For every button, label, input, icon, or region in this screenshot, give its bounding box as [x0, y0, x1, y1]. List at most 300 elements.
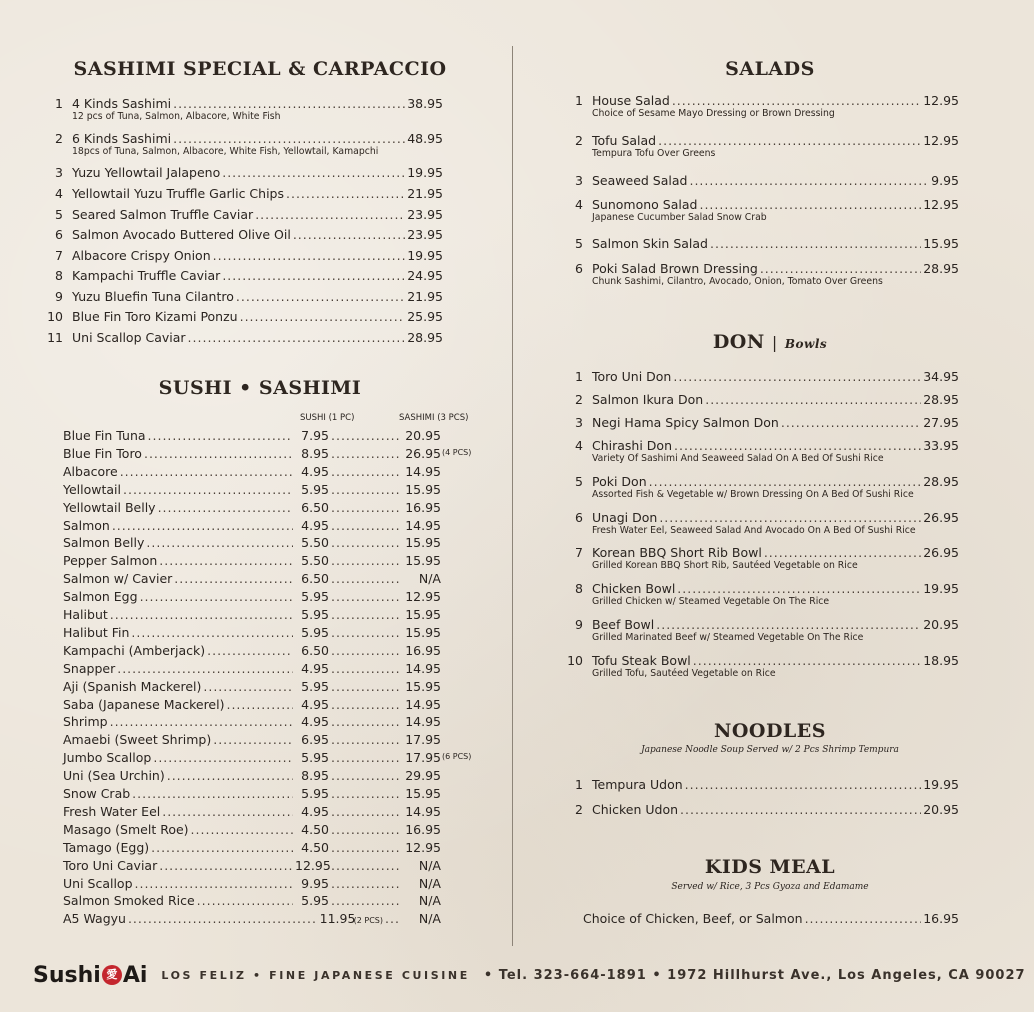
item-name: Yellowtail Belly: [63, 499, 156, 515]
leader-dots: [255, 207, 405, 222]
leader-dots: [699, 197, 921, 212]
item-description: Grilled Korean BBQ Short Rib, Sautéed Vegetable on Rice: [592, 560, 858, 571]
sashimi-price: 14.95: [405, 696, 441, 712]
leader-dots: [331, 428, 399, 443]
item-name: Kampachi (Amberjack): [63, 642, 206, 658]
item-number: 7: [575, 545, 583, 560]
item-name: Halibut: [63, 607, 108, 622]
leader-dots: [764, 545, 921, 560]
leader-dots: [331, 822, 399, 837]
item-price: 25.95: [407, 309, 443, 324]
column-header-sushi: SUSHI (1 PC): [300, 413, 355, 423]
item-number: 8: [575, 581, 583, 596]
item-description: Japanese Cucumber Salad Snow Crab: [592, 212, 767, 223]
item-price: 21.95: [407, 186, 443, 201]
leader-dots: [331, 446, 399, 461]
item-name: Tofu Steak Bowl: [592, 653, 691, 668]
item-price: 34.95: [923, 369, 959, 384]
item-number: 10: [567, 653, 583, 668]
leader-dots: [120, 464, 293, 479]
sashimi-price: 16.95: [405, 499, 441, 515]
sashimi-price: 14.95: [405, 714, 441, 730]
kids-subtitle: Served w/ Rice, 3 Pcs Gyoza and Edamame: [671, 882, 869, 892]
sushi-row: [63, 911, 441, 926]
item-number: 3: [575, 415, 583, 430]
leader-dots: [110, 714, 293, 729]
leader-dots: [159, 858, 293, 873]
sushi-price: 6.50: [301, 499, 329, 515]
sushi-price: 4.50: [301, 821, 329, 837]
item-name: Uni (Sea Urchin): [63, 768, 165, 784]
sashimi-price: 12.95: [405, 589, 441, 605]
menu-item-row: [565, 173, 959, 188]
item-description: Grilled Marinated Beef w/ Steamed Vegetable On The Rice: [592, 632, 864, 643]
leader-dots: [117, 661, 293, 676]
sushi-price: 4.95: [301, 660, 329, 676]
sushi-price: 12.95: [295, 857, 331, 873]
sashimi-price: 17.95: [405, 750, 441, 766]
sushi-row: [63, 535, 441, 550]
leader-dots: [677, 581, 921, 596]
sushi-row: [63, 750, 441, 765]
item-name: House Salad: [592, 93, 670, 108]
sushi-row: [63, 607, 441, 622]
item-name: Amaebi (Sweet Shrimp): [63, 732, 212, 748]
item-price: 19.95: [407, 165, 443, 180]
leader-dots: [805, 911, 922, 926]
sushi-row: [63, 446, 441, 461]
item-name: Snow Crab: [63, 786, 131, 801]
item-price: 23.95: [407, 207, 443, 222]
item-number: 5: [575, 474, 583, 489]
section-title-salads: SALADS: [725, 58, 815, 80]
item-number: 2: [575, 802, 583, 817]
item-name: Snapper: [63, 660, 116, 676]
sushi-row: [63, 500, 441, 515]
sushi-row: [63, 697, 441, 712]
item-price: 26.95: [923, 545, 959, 560]
leader-dots: [173, 131, 405, 146]
leader-dots: [331, 643, 399, 658]
menu-item-row: [45, 289, 443, 304]
sashimi-price: 15.95: [405, 481, 441, 497]
sushi-row: [63, 643, 441, 658]
sushi-price: 8.95: [301, 768, 329, 784]
menu-item-row: [45, 207, 443, 222]
item-name: Salmon Skin Salad: [592, 236, 708, 251]
leader-dots: [158, 500, 293, 515]
item-description: Tempura Tofu Over Greens: [592, 148, 716, 159]
menu-item-row: [565, 581, 959, 596]
section-title-kids-meal: KIDS MEAL: [704, 856, 836, 878]
sushi-row: [63, 840, 441, 855]
leader-dots: [162, 804, 293, 819]
leader-dots: [674, 438, 921, 453]
sushi-price: 5.95: [301, 589, 329, 605]
menu-item-row: [565, 415, 959, 430]
item-name: Jumbo Scallop: [63, 750, 152, 766]
leader-dots: [203, 679, 293, 694]
leader-dots: [331, 607, 399, 622]
sushi-row: [63, 553, 441, 568]
leader-dots: [286, 186, 405, 201]
item-price: 12.95: [923, 133, 959, 148]
item-description: Grilled Tofu, Sautéed Vegetable on Rice: [592, 668, 776, 679]
sushi-price: 5.95: [301, 624, 329, 640]
item-price: 48.95: [407, 131, 443, 146]
menu-item-row: [565, 133, 959, 148]
leader-dots: [331, 625, 399, 640]
sashimi-price: 15.95: [405, 553, 441, 569]
item-name: Korean BBQ Short Rib Bowl: [592, 545, 762, 560]
item-name: Toro Uni Caviar: [63, 857, 158, 873]
item-number: 3: [575, 173, 583, 188]
sushi-row: [63, 858, 441, 873]
item-number: 6: [55, 227, 63, 242]
leader-dots: [331, 786, 399, 801]
leader-dots: [128, 911, 318, 926]
menu-item-row: [45, 186, 443, 201]
leader-dots: [331, 679, 399, 694]
menu-item-row: [45, 131, 443, 146]
column-header-sashimi: SASHIMI (3 PCS): [399, 413, 469, 423]
sushi-price: 5.50: [301, 535, 329, 551]
sashimi-price: 15.95: [405, 535, 441, 551]
item-number: 3: [55, 165, 63, 180]
sashimi-price: N/A: [418, 571, 441, 587]
sushi-row: [63, 661, 441, 676]
item-number: 6: [575, 510, 583, 525]
column-divider: [512, 46, 513, 946]
leader-dots: [331, 697, 399, 712]
leader-dots: [693, 653, 921, 668]
item-description: Assorted Fish & Vegetable w/ Brown Dressing On A Bed Of Sushi Rice: [592, 489, 914, 500]
item-price: 28.95: [923, 392, 959, 407]
menu-item-row: [565, 93, 959, 108]
sushi-row: [63, 482, 441, 497]
sushi-price: 8.95: [301, 445, 329, 461]
item-name: Saba (Japanese Mackerel): [63, 696, 225, 712]
item-name: Yuzu Yellowtail Jalapeno: [72, 165, 221, 180]
item-number: 2: [575, 392, 583, 407]
item-price: 27.95: [923, 415, 959, 430]
sushi-price: 6.50: [301, 642, 329, 658]
sashimi-price: 15.95: [405, 678, 441, 694]
leader-dots: [135, 876, 293, 891]
item-name: Poki Salad Brown Dressing: [592, 261, 758, 276]
leader-dots: [331, 876, 399, 891]
menu-item-row: [565, 261, 959, 276]
menu-item-row: [565, 617, 959, 632]
item-name: Shrimp: [63, 714, 108, 730]
leader-dots: [760, 261, 921, 276]
leader-dots: [673, 369, 921, 384]
item-name: A5 Wagyu: [63, 911, 126, 927]
item-price: 20.95: [923, 617, 959, 632]
leader-dots: [123, 482, 293, 497]
item-name: Blue Fin Toro Kizami Ponzu: [72, 309, 238, 324]
item-name: Salmon: [63, 517, 110, 533]
sashimi-price: 16.95: [405, 642, 441, 658]
sushi-row: [63, 428, 441, 443]
item-name: Choice of Chicken, Beef, or Salmon: [583, 911, 803, 926]
sashimi-price: 14.95: [405, 660, 441, 676]
menu-item-row: [565, 474, 959, 489]
item-name: Unagi Don: [592, 510, 658, 525]
sushi-price: 6.95: [301, 732, 329, 748]
item-name: Salmon Egg: [63, 589, 138, 605]
item-name: Salmon Ikura Don: [592, 392, 704, 407]
section-title-noodles: NOODLES: [713, 720, 826, 742]
sushi-price: 5.50: [301, 553, 329, 569]
menu-item-row: [45, 165, 443, 180]
item-name: Salmon Belly: [63, 535, 145, 551]
section-title-sushi-sashimi: SUSHI • SASHIMI: [158, 377, 362, 399]
item-name: Fresh Water Eel: [63, 803, 161, 819]
item-price: 18.95: [923, 653, 959, 668]
title-separator: |: [771, 333, 778, 352]
leader-dots: [331, 661, 399, 676]
item-name: Seared Salmon Truffle Caviar: [72, 207, 254, 222]
leader-dots: [331, 518, 399, 533]
item-name: Poki Don: [592, 474, 647, 489]
don-subtitle: Bowls: [784, 337, 828, 351]
item-price: 24.95: [407, 268, 443, 283]
leader-dots: [131, 625, 293, 640]
item-name: Albacore: [63, 463, 118, 479]
leader-dots: [331, 893, 399, 908]
sashimi-price: 15.95: [405, 624, 441, 640]
leader-dots: [197, 893, 293, 908]
sushi-price: 5.95: [301, 678, 329, 694]
leader-dots: [167, 768, 293, 783]
sushi-price: 7.95: [301, 428, 329, 443]
leader-dots: [649, 474, 922, 489]
menu-item-row: [45, 96, 443, 111]
item-number: 9: [55, 289, 63, 304]
leader-dots: [240, 309, 406, 324]
leader-dots: [293, 227, 405, 242]
item-description: 12 pcs of Tuna, Salmon, Albacore, White Fish: [72, 111, 281, 122]
menu-item-row: [45, 268, 443, 283]
item-name: Sunomono Salad: [592, 197, 698, 212]
leader-dots: [659, 510, 921, 525]
sashimi-price: 14.95: [405, 463, 441, 479]
item-name: 4 Kinds Sashimi: [72, 96, 172, 111]
sushi-price: 4.50: [301, 839, 329, 855]
sashimi-price: N/A: [418, 857, 441, 873]
item-name: Beef Bowl: [592, 617, 655, 632]
leader-dots: [331, 482, 399, 497]
item-price: 19.95: [923, 777, 959, 792]
item-name: Uni Scallop Caviar: [72, 330, 186, 345]
item-price: 19.95: [923, 581, 959, 596]
menu-item-row: [565, 653, 959, 668]
leader-dots: [331, 535, 399, 550]
item-description: Fresh Water Eel, Seaweed Salad And Avocado On A Bed Of Sushi Rice: [592, 525, 916, 536]
sushi-row: [63, 876, 441, 891]
item-price: 9.95: [931, 173, 959, 188]
tagline: LOS FELIZ • FINE JAPANESE CUISINE: [161, 968, 470, 982]
menu-item-row: [565, 197, 959, 212]
menu-item-row: [565, 369, 959, 384]
item-number: 4: [575, 438, 583, 453]
sushi-row: [63, 589, 441, 604]
leader-dots: [331, 464, 399, 479]
sashimi-price: 15.95: [405, 607, 441, 622]
item-number: 1: [575, 777, 583, 792]
item-number: 2: [55, 131, 63, 146]
sashimi-price: 16.95: [405, 821, 441, 837]
item-number: 7: [55, 248, 63, 263]
leader-dots: [112, 518, 293, 533]
menu-item-row: [565, 392, 959, 407]
portion-note: (4 PCS): [442, 447, 472, 457]
leader-dots: [151, 840, 293, 855]
leader-dots: [685, 777, 922, 792]
leader-dots: [191, 822, 293, 837]
item-name: Chicken Udon: [592, 802, 679, 817]
leader-dots: [385, 911, 399, 926]
sushi-price: 4.95: [301, 803, 329, 819]
sushi-price: 5.95: [301, 750, 329, 766]
leader-dots: [689, 173, 929, 188]
menu-item-row: [45, 330, 443, 345]
logo-text-sushi: Sushi: [33, 962, 101, 988]
item-price: 15.95: [923, 236, 959, 251]
item-price: 23.95: [407, 227, 443, 242]
sushi-price: 5.95: [301, 786, 329, 801]
sushi-price: 5.95: [301, 893, 329, 909]
item-name: Pepper Salmon: [63, 553, 158, 569]
portion-note: (6 PCS): [442, 752, 472, 762]
leader-dots: [110, 607, 293, 622]
leader-dots: [153, 750, 293, 765]
leader-dots: [331, 500, 399, 515]
leader-dots: [148, 428, 293, 443]
item-name: Seaweed Salad: [592, 173, 688, 188]
sashimi-price: N/A: [418, 893, 441, 909]
leader-dots: [188, 330, 406, 345]
menu-item-row: [45, 309, 443, 324]
sushi-price: 11.95: [319, 911, 356, 927]
item-price: 28.95: [923, 474, 959, 489]
contact-info: • Tel. 323-664-1891 • 1972 Hillhurst Ave., Los Angeles, CA 90027: [483, 967, 1026, 983]
leader-dots: [213, 732, 293, 747]
item-price: 12.95: [923, 197, 959, 212]
leader-dots: [146, 535, 293, 550]
leader-dots: [174, 571, 293, 586]
leader-dots: [331, 858, 399, 873]
item-number: 4: [575, 197, 583, 212]
item-name: 6 Kinds Sashimi: [72, 131, 172, 146]
item-name: Yellowtail Yuzu Truffle Garlic Chips: [72, 186, 284, 201]
leader-dots: [331, 553, 399, 568]
item-number: 10: [47, 309, 63, 324]
leader-dots: [331, 750, 399, 765]
menu-item-row: [565, 777, 959, 792]
item-price: 20.95: [923, 802, 959, 817]
item-name: Tofu Salad: [592, 133, 657, 148]
item-number: 2: [575, 133, 583, 148]
item-price: 26.95: [923, 510, 959, 525]
sushi-row: [63, 625, 441, 640]
item-number: 1: [55, 96, 63, 111]
item-name: Chicken Bowl: [592, 581, 676, 596]
item-description: Chunk Sashimi, Cilantro, Avocado, Onion, Tomato Over Greens: [592, 276, 883, 287]
leader-dots: [705, 392, 921, 407]
item-price: 19.95: [407, 248, 443, 263]
leader-dots: [213, 248, 406, 263]
section-title-don: [620, 331, 920, 353]
item-description: Choice of Sesame Mayo Dressing or Brown Dressing: [592, 108, 835, 119]
sushi-row: [63, 571, 441, 586]
item-number: 5: [575, 236, 583, 251]
leader-dots: [656, 617, 921, 632]
leader-dots: [331, 571, 399, 586]
sushi-row: [63, 679, 441, 694]
sashimi-price: 20.95: [405, 428, 441, 443]
menu-item-row: [45, 248, 443, 263]
sushi-row: [63, 732, 441, 747]
leader-dots: [226, 697, 293, 712]
noodles-subtitle: Japanese Noodle Soup Served w/ 2 Pcs Shrimp Tempura: [641, 745, 899, 755]
sushi-row: [63, 893, 441, 908]
leader-dots: [236, 289, 405, 304]
menu-item-row: [45, 227, 443, 242]
sushi-row: [63, 518, 441, 533]
item-price: 33.95: [923, 438, 959, 453]
leader-dots: [132, 786, 293, 801]
sushi-price: 9.95: [301, 875, 329, 891]
item-name: Tamago (Egg): [63, 839, 150, 855]
leader-dots: [173, 96, 405, 111]
leader-dots: [331, 768, 399, 783]
item-description: Grilled Chicken w/ Steamed Vegetable On The Rice: [592, 596, 830, 607]
logo-text-ai: Ai: [122, 962, 148, 988]
sashimi-price: 12.95: [405, 839, 441, 855]
sushi-row: [63, 714, 441, 729]
item-number: 6: [575, 261, 583, 276]
leader-dots: [680, 802, 921, 817]
item-name: Tempura Udon: [592, 777, 683, 792]
logo-heart-icon: 愛: [102, 965, 122, 985]
item-price: 16.95: [923, 911, 959, 926]
leader-dots: [207, 643, 293, 658]
item-number: 4: [55, 186, 63, 201]
sushi-row: [63, 768, 441, 783]
leader-dots: [331, 732, 399, 747]
sushi-row: [63, 822, 441, 837]
item-name: Salmon w/ Cavier: [63, 571, 173, 587]
footer: [33, 960, 1026, 990]
leader-dots: [222, 268, 405, 283]
sashimi-price: N/A: [418, 911, 441, 927]
item-price: 28.95: [407, 330, 443, 345]
sushi-row: [63, 804, 441, 819]
item-price: 12.95: [923, 93, 959, 108]
item-name: Uni Scallop: [63, 875, 133, 891]
item-description: 18pcs of Tuna, Salmon, Albacore, White Fish, Yellowtail, Kamapchi: [72, 146, 379, 157]
leader-dots: [781, 415, 921, 430]
sushi-price: 6.50: [301, 571, 329, 587]
item-number: 1: [575, 93, 583, 108]
item-number: 5: [55, 207, 63, 222]
sashimi-price: 17.95: [405, 732, 441, 748]
leader-dots: [331, 840, 399, 855]
item-name: Salmon Avocado Buttered Olive Oil: [72, 227, 291, 242]
leader-dots: [140, 589, 293, 604]
